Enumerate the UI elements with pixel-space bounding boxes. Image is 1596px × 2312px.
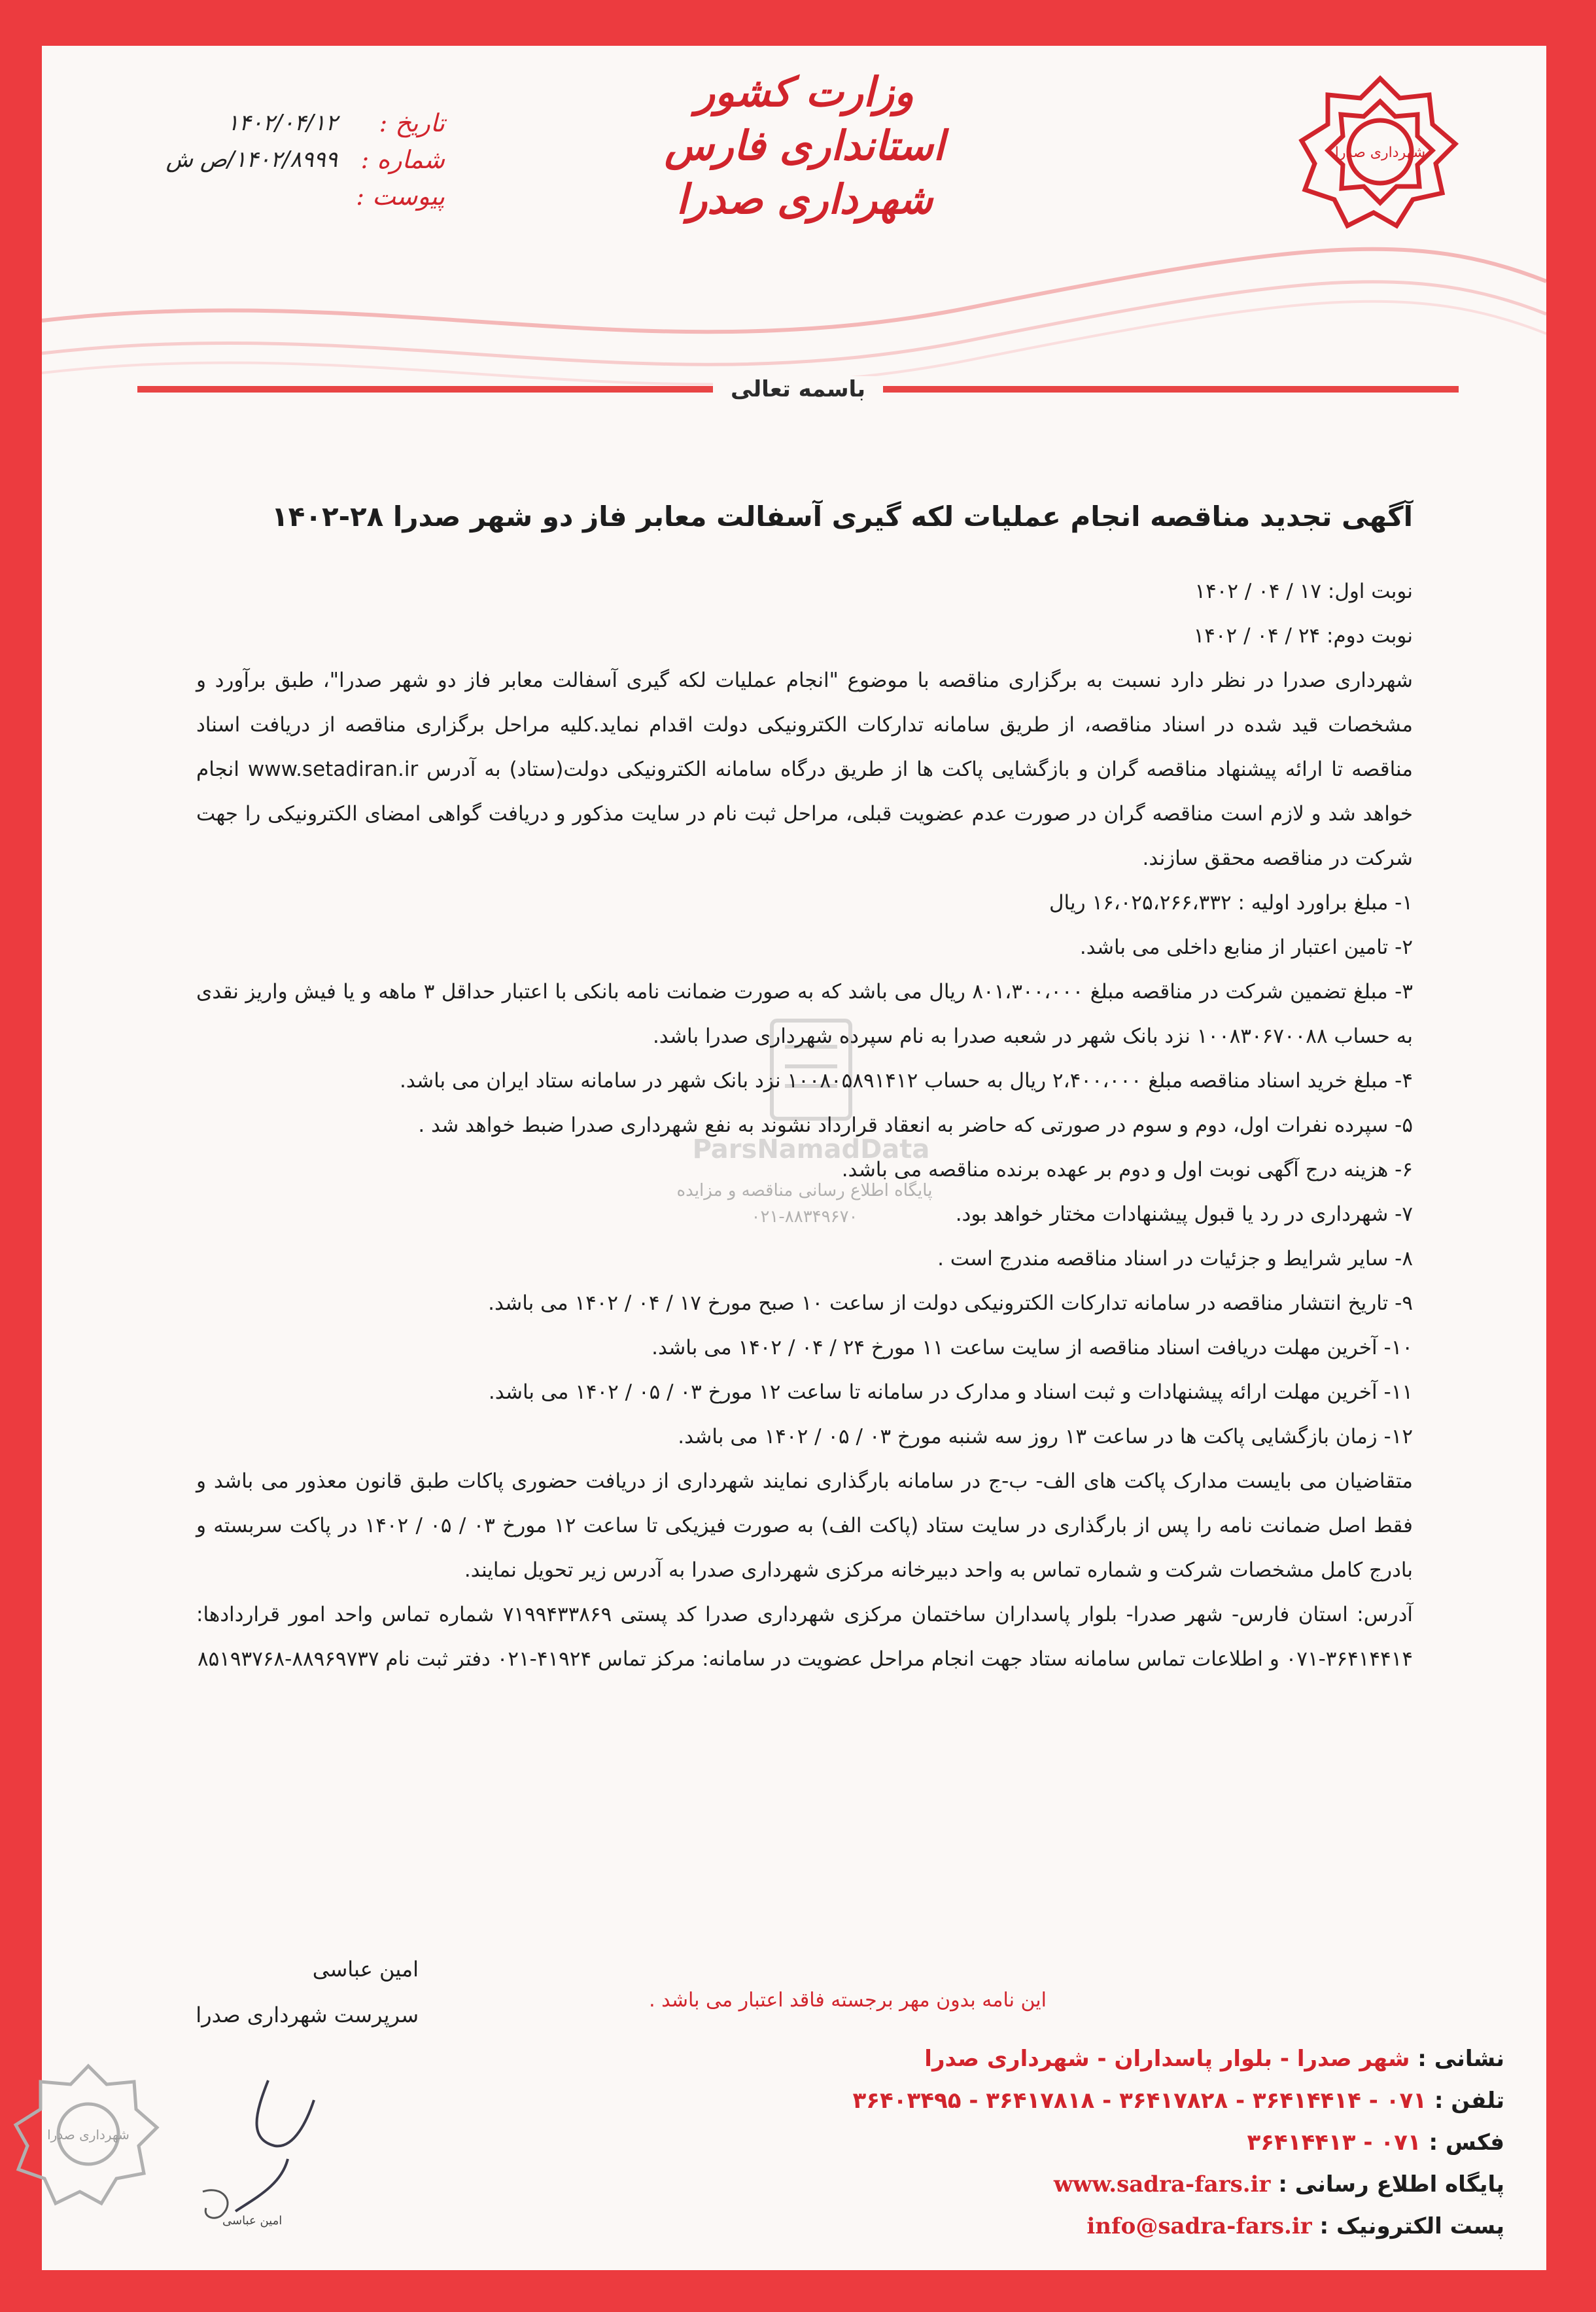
address-value: شهر صدرا - بلوار پاسداران - شهرداری صدرا <box>924 2046 1410 2072</box>
date-label: تاریخ : <box>379 109 445 137</box>
email-link[interactable]: info@sadra-fars.ir <box>1086 2213 1312 2239</box>
watermark-tagline: پایگاه اطلاع رسانی مناقصه و مزایده <box>676 1181 933 1200</box>
condition-item: ۶- هزینه درج آگهی نوبت اول و دوم بر عهده برنده مناقصه می باشد. <box>841 1158 1413 1182</box>
footer-phone-row <box>852 2080 1504 2122</box>
condition-item: ۸- سایر شرایط و جزئیات در اسناد مناقصه مندرج است . <box>937 1247 1413 1270</box>
condition-item: ۵- سپرده نفرات اول، دوم و سوم در صورتی که حاضر به انعقاد قرارداد نشوند به نفع شهرداری صدرا ضبط خواهد شد . <box>418 1113 1413 1137</box>
condition-item: ۱۲- زمان بازگشایی پاکت ها در ساعت ۱۳ روز سه شنبه مورخ ۰۳ / ۰۵ / ۱۴۰۲ می باشد. <box>678 1425 1413 1448</box>
footer-address-row <box>876 2038 1504 2080</box>
municipality-emblem-icon <box>1298 72 1462 236</box>
fax-label: فکس : <box>1429 2129 1504 2156</box>
handwritten-signature <box>177 2061 386 2231</box>
round-2: نوبت دوم: ۲۴ / ۰۴ / ۱۴۰۲ <box>1193 624 1413 648</box>
condition-item: ۱۰- آخرین مهلت دریافت اسناد مناقصه از سایت ساعت ۱۱ مورخ ۲۴ / ۰۴ / ۱۴۰۲ می باشد. <box>651 1336 1413 1359</box>
validity-notice: این نامه بدون مهر برجسته فاقد اعتبار می باشد . <box>649 1989 1047 2012</box>
date-row <box>105 105 445 141</box>
condition-item: ۴- مبلغ خرید اسناد مناقصه مبلغ ۲،۴۰۰،۰۰۰ ریال به حساب ۱۰۰۸۰۵۸۹۱۴۱۲ نزد بانک شهر در سامانه ستاد ایران می باشد. <box>399 1069 1413 1093</box>
phone-value: ۰۷۱ - ۳۶۴۱۴۴۱۴ - ۳۶۴۱۷۸۲۸ - ۳۶۴۱۷۸۱۸ - ۳۶۴۰۳۴۹۵ <box>852 2088 1427 2114</box>
condition-item: ۱۱- آخرین مهلت ارائه پیشنهادات و ثبت اسناد و مدارک در سامانه تا ساعت ۱۲ مورخ ۰۳ / ۰۵ / ۱۴۰۲ می باشد. <box>488 1380 1413 1404</box>
address-label: نشانی : <box>1417 2046 1504 2072</box>
ministry-line-2: استانداری فارس <box>664 122 945 169</box>
footer-contact <box>852 2038 1504 2247</box>
intro-paragraph: شهرداری صدرا در نظر دارد نسبت به برگزاری مناقصه با موضوع "انجام عملیات لکه گیری آسفالت معابر فاز دو شهر صدرا"، طبق برآورد و مشخصات قید شده در اسناد مناقصه، از طریق سامانه تدارکات الکترونیکی دولت اقدام نماید.کلیه مراحل برگزاری مناقصه از دریافت اسناد مناقصه تا ارائه پیشنهاد مناقصه گران و بازگشایی پاکت ها از طریق درگاه سامانه الکترونیکی دولت(ستاد) به آدرس www.setadiran.ir انجام خواهد شد و لازم است مناقصه گران در صورت عدم عضویت قبلی، مراحل ثبت نام در سایت مذکور و دریافت گواهی امضای الکترونیکی را جهت شرکت در مناقصه محقق سازند. <box>196 669 1413 870</box>
municipality-seal-icon <box>13 2061 164 2211</box>
footer-fax-row <box>876 2122 1504 2163</box>
round-1: نوبت اول: ۱۷ / ۰۴ / ۱۴۰۲ <box>1194 580 1413 603</box>
ministry-line-1: وزارت کشور <box>695 68 914 116</box>
attachment-label: پیوست : <box>356 182 445 211</box>
signatory-role: سرپرست شهرداری صدرا <box>196 2003 419 2027</box>
web-link[interactable]: www.sadra-fars.ir <box>1053 2171 1271 2198</box>
condition-item: ۳- مبلغ تضمین شرکت در مناقصه مبلغ ۸۰۱،۳۰۰،۰۰۰ ریال می باشد که به صورت ضمانت نامه بانکی با اعتبار حداقل ۳ ماهه و یا فیش واریز نقدی به حساب ۱۰۰۸۳۰۶۷۰۰۸۸ نزد بانک شهر در شعبه صدرا به نام سپرده شهرداری صدرا باشد. <box>196 980 1413 1048</box>
emblem-text: شهرداری صدرا <box>1334 145 1426 161</box>
stamp-name: امین عباسی <box>222 2214 283 2228</box>
email-label: پست الکترونیک : <box>1319 2213 1504 2239</box>
announcement-title: آگهی تجدید مناقصه انجام عملیات لکه گیری آسفالت معابر فاز دو شهر صدرا ۲۸-۱۴۰۲ <box>271 500 1413 533</box>
signatory-name: امین عباسی <box>312 1957 419 1982</box>
closing-paragraph: متقاضیان می بایست مدارک پاکت های الف- ب-ج در سامانه بارگذاری نمایند شهرداری از دریافت حضوری پاکات طبق قانون معذور می باشد و فقط اصل ضمانت نامه را پس از بارگذاری در سایت ستاد (پاکت الف) به صورت فیزیکی تا ساعت ۱۲ مورخ ۰۳ / ۰۵ / ۱۴۰۲ در پاکت سربسته و بادرج کامل مشخصات شرکت و شماره تماس به واحد دبیرخانه مرکزی شهرداری صدرا به آدرس زیر تحویل نمایند. <box>196 1469 1414 1582</box>
ministry-line-3: شهرداری صدرا <box>676 175 933 223</box>
watermark-brand: ParsNamadData <box>692 1134 930 1165</box>
web-label: پایگاه اطلاع رسانی : <box>1278 2171 1504 2198</box>
number-value: ۱۴۰۲/۸۹۹۹/ص ش <box>165 147 338 173</box>
condition-item: ۷- شهرداری در رد یا قبول پیشنهادات مختار خواهد بود. <box>955 1202 1413 1226</box>
signature-block <box>105 1946 419 2038</box>
announcement-body <box>196 497 1413 1681</box>
seal-text: شهرداری صدرا <box>47 2127 130 2143</box>
condition-item: ۹- تاریخ انتشار مناقصه در سامانه تدارکات الکترونیکی دولت از ساعت ۱۰ صبح مورخ ۱۷ / ۰۴ / ۱۴۰۲ می باشد. <box>488 1291 1413 1315</box>
address-paragraph: آدرس: استان فارس- شهر صدرا- بلوار پاسداران ساختمان مرکزی شهرداری صدرا کد پستی ۷۱۹۹۴۳۳۸۶۹ شماره تماس واحد امور قراردادها: ۳۶۴۱۴۴۱۴-۰۷۱ و اطلاعات تماس سامانه ستاد جهت انجام مراحل عضویت در سامانه: مرکز تماس ۴۱۹۲۴-۰۲۱ دفتر ثبت نام ۸۸۹۶۹۷۳۷-۸۵۱۹۳۷۶۸ <box>196 1603 1413 1671</box>
bismillah: باسمه تعالی <box>713 376 883 402</box>
footer-email-row <box>876 2205 1504 2247</box>
attachment-row <box>105 178 445 215</box>
number-row <box>105 141 445 178</box>
number-label: شماره : <box>360 145 445 174</box>
ministry-letterhead <box>641 65 968 226</box>
condition-item: ۱- مبلغ براورد اولیه : ۱۶،۰۲۵،۲۶۶،۳۳۲ ریال <box>1049 891 1413 915</box>
footer-web-row <box>876 2163 1504 2205</box>
letter-meta <box>105 105 445 215</box>
fax-value: ۰۷۱ - ۳۶۴۱۴۴۱۳ <box>1247 2129 1421 2156</box>
condition-item: ۲- تامین اعتبار از منابع داخلی می باشد. <box>1079 936 1413 959</box>
date-value: ۱۴۰۲/۰۴/۱۲ <box>226 110 338 136</box>
watermark-phone: ۰۲۱-۸۸۳۴۹۶۷۰ <box>751 1207 858 1227</box>
phone-label: تلفن : <box>1434 2088 1504 2114</box>
